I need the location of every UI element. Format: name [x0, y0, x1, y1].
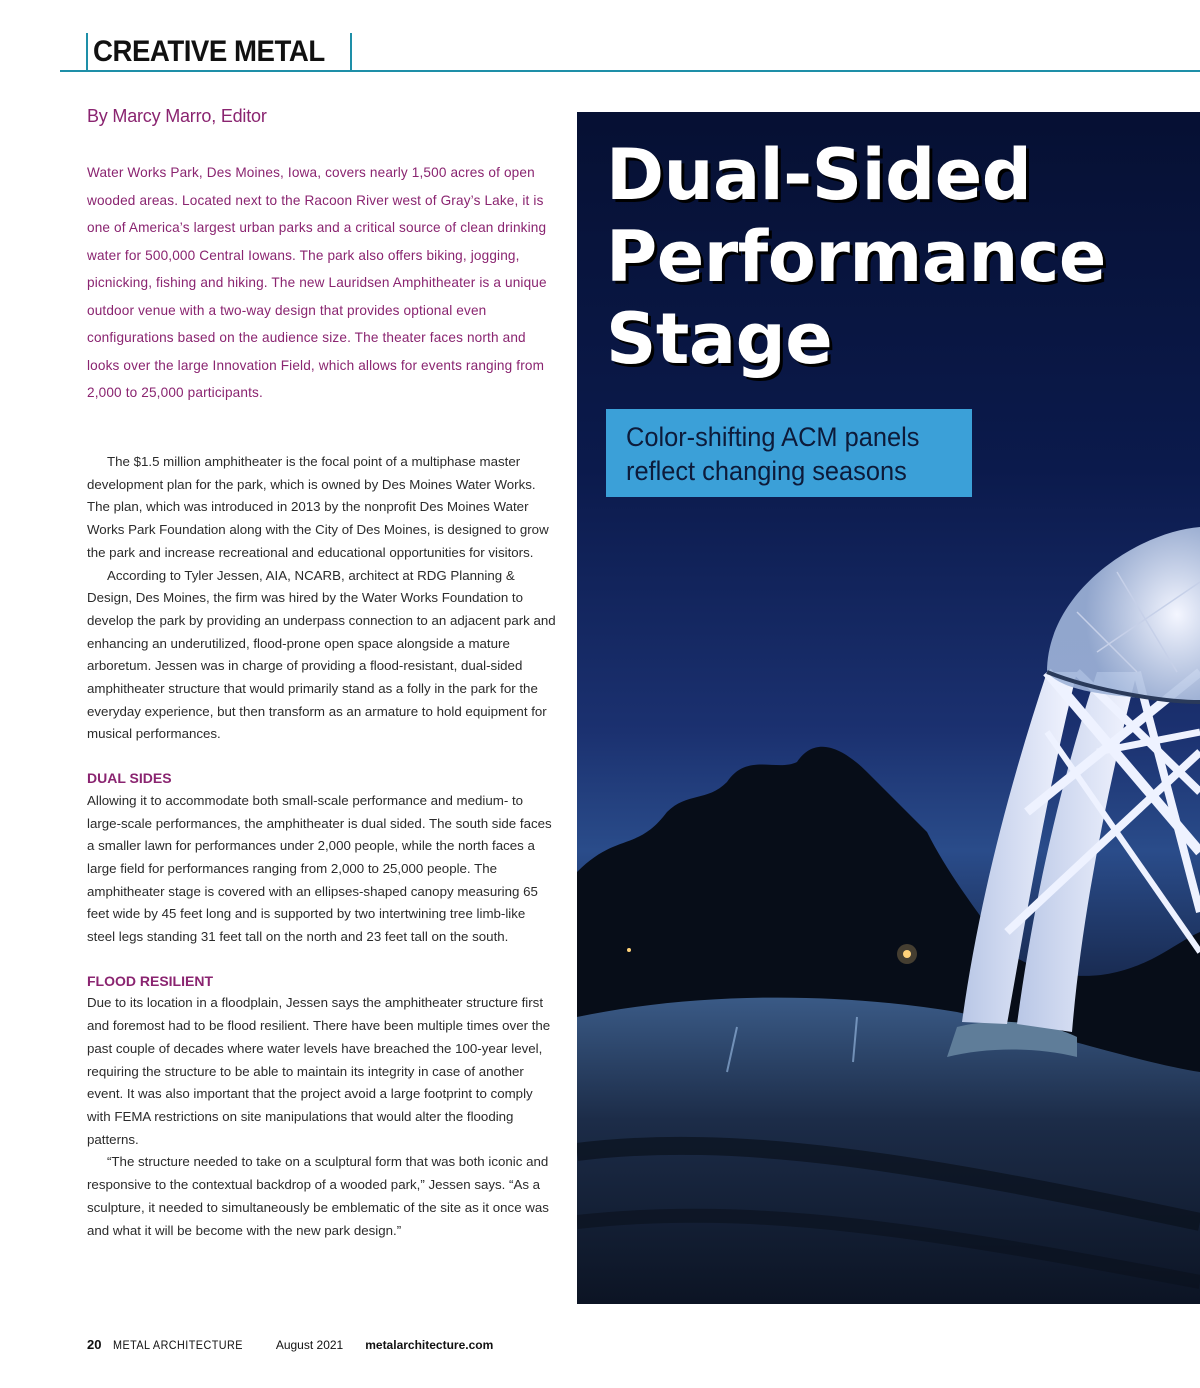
subhead-line: Color-shifting ACM panels — [626, 422, 920, 452]
subhead-box — [606, 409, 972, 497]
section-heading-flood-resilient: FLOOD RESILIENT — [87, 972, 213, 989]
article-body — [87, 451, 557, 1242]
section-title: CREATIVE METAL — [93, 35, 325, 68]
headline-line: Performance — [606, 216, 1106, 298]
headline-line: Stage — [606, 298, 833, 380]
issue-date: August 2021 — [275, 1338, 344, 1352]
byline: By Marcy Marro, Editor — [87, 106, 267, 126]
dual-sides-paragraph: Allowing it to accommodate both small-scale performance and medium- to large-scale performances, the amphitheater is dual sided. The south side faces a smaller lawn for performances under 2,000 people, while the north faces a large field for performances ranging from 2,000 to 25,000 people. The amphitheater stage is covered with an ellipses-shaped canopy measuring 65 feet wide by 45 feet long and is supported by two intertwining tree limb-like steel legs standing 31 feet tall on the north and 23 feet tall on the south. — [87, 792, 552, 945]
body-paragraph: According to Tyler Jessen, AIA, NCARB, architect at RDG Planning & Design, Des Moines, the firm was hired by the Water Works Foundation to develop the park by providing an underpass connection to an adjacent park and enhancing an underutilized, flood-prone open space alongside a mature arboretum. Jessen was in charge of providing a flood-resistant, dual-sided amphitheater structure that would primarily stand as a folly in the park for the everyday experience, but then transform as an armature to hold equipment for musical performances. — [87, 567, 556, 742]
section-header — [86, 33, 352, 71]
subhead-line: reflect changing seasons — [626, 456, 907, 486]
quote-paragraph: “The structure needed to take on a sculptural form that was both iconic and responsive to the contextual backdrop of a wooded park,” Jessen says. “As a sculpture, it needed to simultaneously be emblematic of the site as it once was and what it will be become with the new park design.” — [87, 1154, 549, 1238]
headline-line: Dual-Sided — [606, 134, 1032, 216]
header-rule — [60, 70, 1200, 72]
page-footer — [87, 1337, 493, 1352]
flood-resilient-paragraph: Due to its location in a floodplain, Jessen says the amphitheater structure first and foremost had to be flood resilient. There have been multiple times over the past couple of decades where water levels have breached the 100-year level, requiring the structure to be able to maintain its integrity in case of another event. It was also important that the project avoid a large footprint to comply with FEMA restrictions on site manipulations that would alter the flooding patterns. — [87, 995, 551, 1147]
intro-paragraph — [87, 159, 557, 407]
section-heading-dual-sides: DUAL SIDES — [87, 770, 172, 787]
body-paragraph: The $1.5 million amphitheater is the focal point of a multiphase master development plan for the park, which is owned by Des Moines Water Works. The plan, which was introduced in 2013 by the nonprofit Des Moines Water Works Park Foundation along with the City of Des Moines, is designed to grow the park and increase recreational and educational opportunities for visitors. — [87, 454, 549, 560]
headline — [606, 134, 1186, 380]
website-link[interactable]: metalarchitecture.com — [365, 1338, 494, 1352]
page-number: 20 — [87, 1337, 102, 1352]
magazine-name: METAL ARCHITECTURE — [113, 1338, 244, 1352]
intro-text: Water Works Park, Des Moines, Iowa, covers nearly 1,500 acres of open wooded areas. Located next to the Racoon River west of Gray’s Lake, it is one of America’s largest urban parks and a critical source of clean drinking water for 500,000 Central Iowans. The park also offers biking, jogging, picnicking, fishing and hiking. The new Lauridsen Amphitheater is a unique outdoor venue with a two-way design that provides optional even configurations based on the audience size. The theater faces north and looks over the large Innovation Field, which allows for events ranging from 2,000 to 25,000 participants. — [87, 165, 547, 400]
